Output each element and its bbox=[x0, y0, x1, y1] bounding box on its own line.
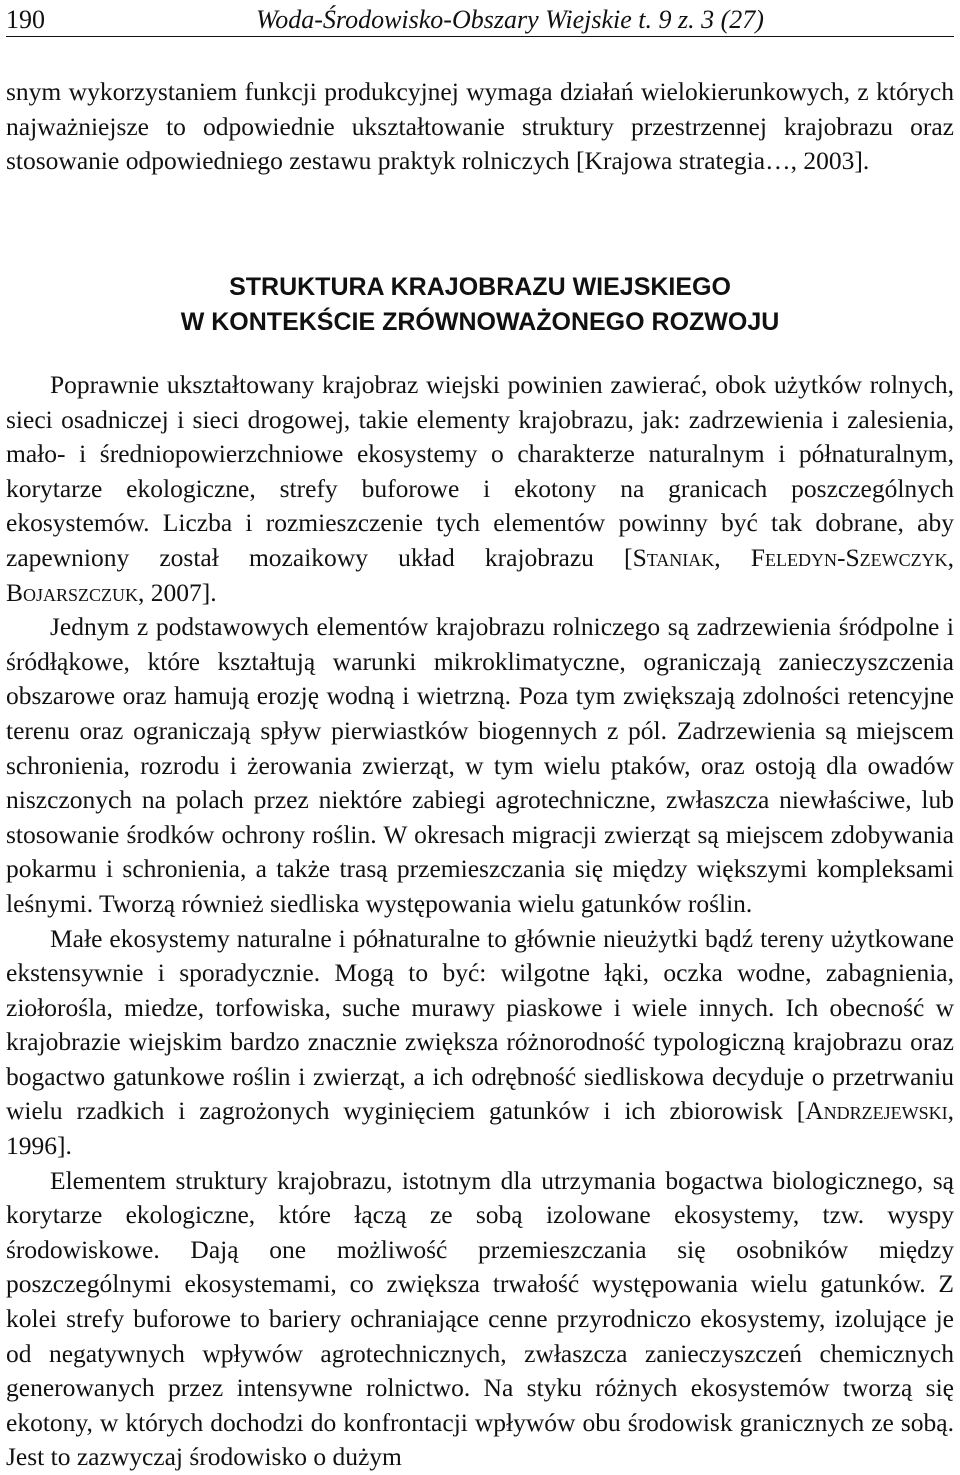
page-number: 190 bbox=[6, 5, 45, 34]
intro-text bbox=[6, 75, 954, 179]
paragraph-1 bbox=[6, 368, 954, 610]
section-heading-line-2: W KONTEKŚCIE ZRÓWNOWAŻONEGO ROZWOJU bbox=[180, 308, 780, 336]
paragraph-3-text: Małe ekosystemy naturalne i półnaturalne to głównie nieużytki bądź tereny użytkowane ekstensywnie i sporadycznie. Mogą to być: wilgotne łąki, oczka wodne, zabagnienia, ziołorośla, miedze, torfowiska, suche murawy piaskowe i wiele innych. Ich obecność w krajobrazie wiejskim bardzo znacznie zwiększa różnorodność typologiczną krajobrazu oraz bogactwo gatunkowe roślin i zwierząt, a ich odrębność siedliskowa decyduje o przetrwaniu wielu rzadkich i zagrożonych wyginięciem gatunków i ich zbiorowisk [ bbox=[6, 923, 954, 1126]
paragraph-3 bbox=[6, 922, 954, 1164]
journal-title: Woda-Środowisko-Obszary Wiejskie t. 9 z. 3 (27) bbox=[256, 5, 764, 34]
running-header bbox=[6, 4, 954, 37]
citation-authors: Staniak, Feledyn-Szewczyk, Bojarszczuk bbox=[6, 542, 955, 607]
paragraph-1-text: Poprawnie ukształtowany krajobraz wiejski powinien zawierać, obok użytków rolnych, sieci osadniczej i sieci drogowej, takie elementy krajobrazu, jak: zadrzewienia i zalesienia, mało- i średniopowierzchniowe ekosystemy o charakterze naturalnym i półnaturalnym, korytarze ekologiczne, strefy buforowe i ekotony na granicach poszczególnych ekosystemów. Liczba i rozmieszczenie tych elementów powinny być tak dobrane, aby zapewniony został mozaikowy układ krajobrazu [ bbox=[6, 370, 954, 572]
citation-year: , 2007]. bbox=[138, 577, 217, 607]
citation-author: Andrzejewski bbox=[805, 1096, 948, 1126]
section-heading bbox=[6, 270, 954, 340]
section-heading-line-1: STRUKTURA KRAJOBRAZU WIEJSKIEGO bbox=[229, 273, 731, 301]
intro-paragraph: snym wykorzystaniem funkcji produkcyjnej wymaga działań wielokierunkowych, z których najważniejsze to odpowiednie ukształtowanie struktury przestrzennej krajobrazu oraz stosowanie odpowiedniego zestawu praktyk rolniczych [Krajowa strategia…, 2003]. bbox=[6, 77, 954, 176]
paragraph-4: Elementem struktury krajobrazu, istotnym dla utrzymania bogactwa biologicznego, są korytarze ekologiczne, które łączą ze sobą izolowane ekosystemy, tzw. wyspy środowiskowe. Dają one możliwość przemieszczania się osobników między poszczególnymi ekosystemami, co zwiększa trwałość występowania wielu gatunków. Z kolei strefy buforowe to bariery ochraniające cenne przyrodniczo ekosystemy, izolujące je od negatywnych wpływów agrotechnicznych, zwłaszcza zanieczyszczeń chemicznych generowanych przez intensywne rolnictwo. Na styku różnych ekosystemów tworzą się ekotony, w których dochodzi do konfrontacji wpływów obu środowisk granicznych ze sobą. Jest to zazwyczaj środowisko o dużym bbox=[6, 1165, 954, 1472]
paragraph-2: Jednym z podstawowych elementów krajobrazu rolniczego są zadrzewienia śródpolne i śródłąkowe, które kształtują warunki mikroklimatyczne, ograniczają zanieczyszczenia obszarowe oraz hamują erozję wodną i wietrzną. Poza tym zwiększają zdolności retencyjne terenu oraz ograniczają spływ pierwiastków biogennych z pól. Zadrzewienia są miejscem schronienia, rozrodu i żerowania zwierząt, w tym wielu ptaków, oraz ostoją dla owadów niszczonych na polach przez niektóre zabiegi agrotechniczne, zwłaszcza niewłaściwe, lub stosowanie środków ochrony roślin. W okresach migracji zwierząt są miejscem zdobywania pokarmu i schronienia, a także trasą przemieszczania się między większymi kompleksami leśnymi. Tworzą również siedliska występowania wielu gatunków roślin. bbox=[6, 612, 954, 918]
citation-year-2: , 1996]. bbox=[6, 1096, 954, 1161]
main-text bbox=[6, 368, 954, 1475]
